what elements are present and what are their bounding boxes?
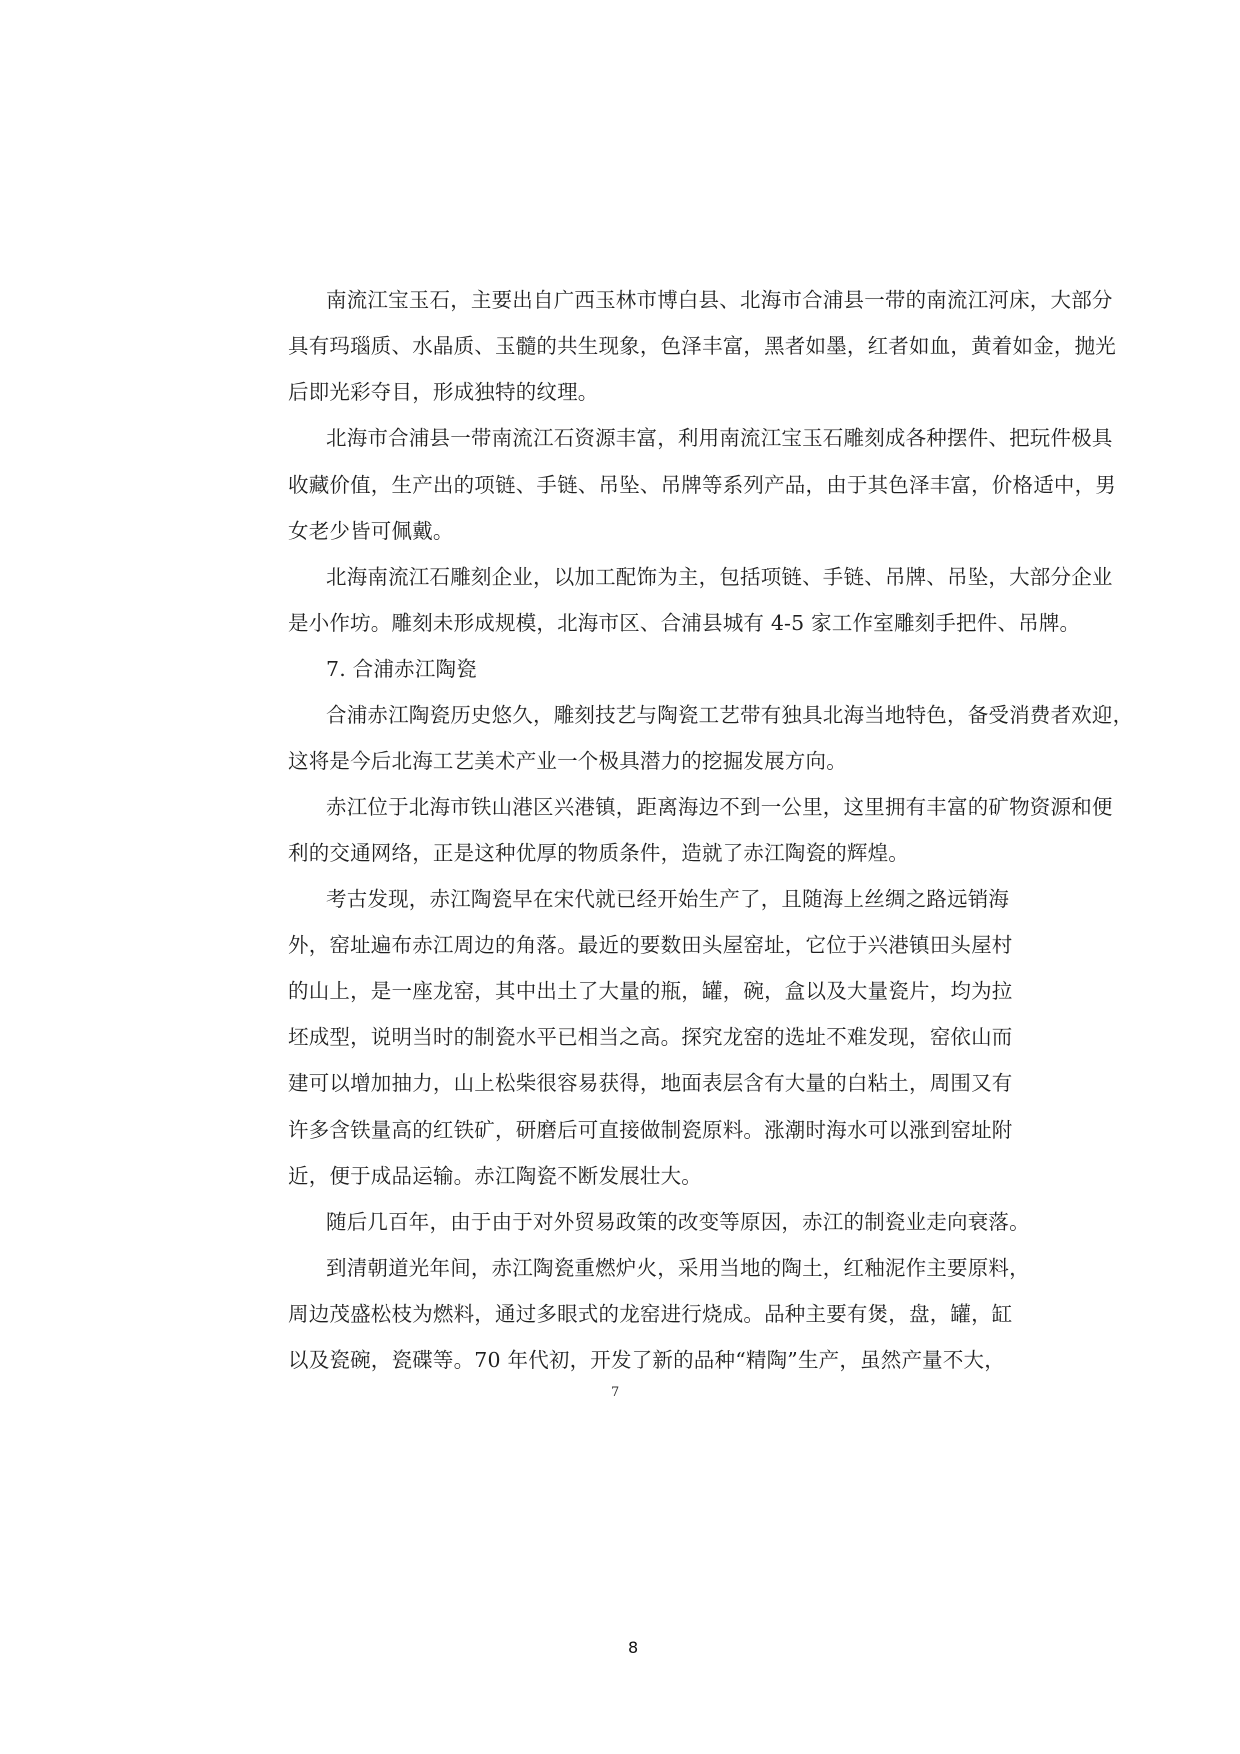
text-line: 外，窑址遍布赤江周边的角落。最近的要数田头屋窑址，它位于兴港镇田头屋村 <box>288 933 1013 957</box>
text-line: 近，便于成品运输。赤江陶瓷不断发展壮大。 <box>288 1164 702 1188</box>
text-line: 以及瓷碗，瓷碟等。70 年代初，开发了新的品种“精陶”生产，虽然产量不大， <box>288 1348 1005 1372</box>
text-line: 坯成型，说明当时的制瓷水平已相当之高。探究龙窑的选址不难发现，窑依山而 <box>288 1025 1013 1049</box>
text-line: 南流江宝玉石，主要出自广西玉林市博白县、北海市合浦县一带的南流江河床，大部分 <box>326 288 1113 312</box>
text-line: 建可以增加抽力，山上松柴很容易获得，地面表层含有大量的白粘土，周围又有 <box>288 1071 1013 1095</box>
text-line: 北海南流江石雕刻企业，以加工配饰为主，包括项链、手链、吊牌、吊坠，大部分企业 <box>326 565 1113 589</box>
inner-page-number: 7 <box>611 1385 620 1400</box>
text-line: 赤江位于北海市铁山港区兴港镇，距离海边不到一公里，这里拥有丰富的矿物资源和便 <box>326 795 1113 819</box>
page-number: 8 <box>628 1638 639 1657</box>
text-line: 北海市合浦县一带南流江石资源丰富，利用南流江宝玉石雕刻成各种摆件、把玩件极具 <box>326 426 1113 450</box>
section-heading: 7. 合浦赤江陶瓷 <box>326 657 477 681</box>
text-line: 合浦赤江陶瓷历史悠久，雕刻技艺与陶瓷工艺带有独具北海当地特色，备受消费者欢迎， <box>326 703 1134 727</box>
text-line: 后即光彩夺目，形成独特的纹理。 <box>288 380 599 404</box>
text-line: 随后几百年，由于由于对外贸易政策的改变等原因，赤江的制瓷业走向衰落。 <box>326 1210 1030 1234</box>
text-line: 收藏价值，生产出的项链、手链、吊坠、吊牌等系列产品，由于其色泽丰富，价格适中，男 <box>288 473 1116 497</box>
text-line: 周边茂盛松枝为燃料，通过多眼式的龙窑进行烧成。品种主要有煲，盘，罐，缸 <box>288 1302 1013 1326</box>
text-line: 是小作坊。雕刻未形成规模，北海市区、合浦县城有 4-5 家工作室雕刻手把件、吊牌。 <box>288 611 1081 635</box>
text-line: 的山上，是一座龙窑，其中出土了大量的瓶，罐，碗，盒以及大量瓷片，均为拉 <box>288 979 1013 1003</box>
text-line: 到清朝道光年间，赤江陶瓷重燃炉火，采用当地的陶土，红釉泥作主要原料， <box>326 1256 1030 1280</box>
text-line: 女老少皆可佩戴。 <box>288 519 454 543</box>
text-line: 具有玛瑙质、水晶质、玉髓的共生现象，色泽丰富，黑者如墨，红者如血，黄着如金，抛光 <box>288 334 1116 358</box>
text-line: 考古发现，赤江陶瓷早在宋代就已经开始生产了，且随海上丝绸之路远销海 <box>326 887 1010 911</box>
text-line: 许多含铁量高的红铁矿，研磨后可直接做制瓷原料。涨潮时海水可以涨到窑址附 <box>288 1118 1013 1142</box>
text-line: 利的交通网络，正是这种优厚的物质条件，造就了赤江陶瓷的辉煌。 <box>288 841 909 865</box>
text-line: 这将是今后北海工艺美术产业一个极具潜力的挖掘发展方向。 <box>288 749 847 773</box>
